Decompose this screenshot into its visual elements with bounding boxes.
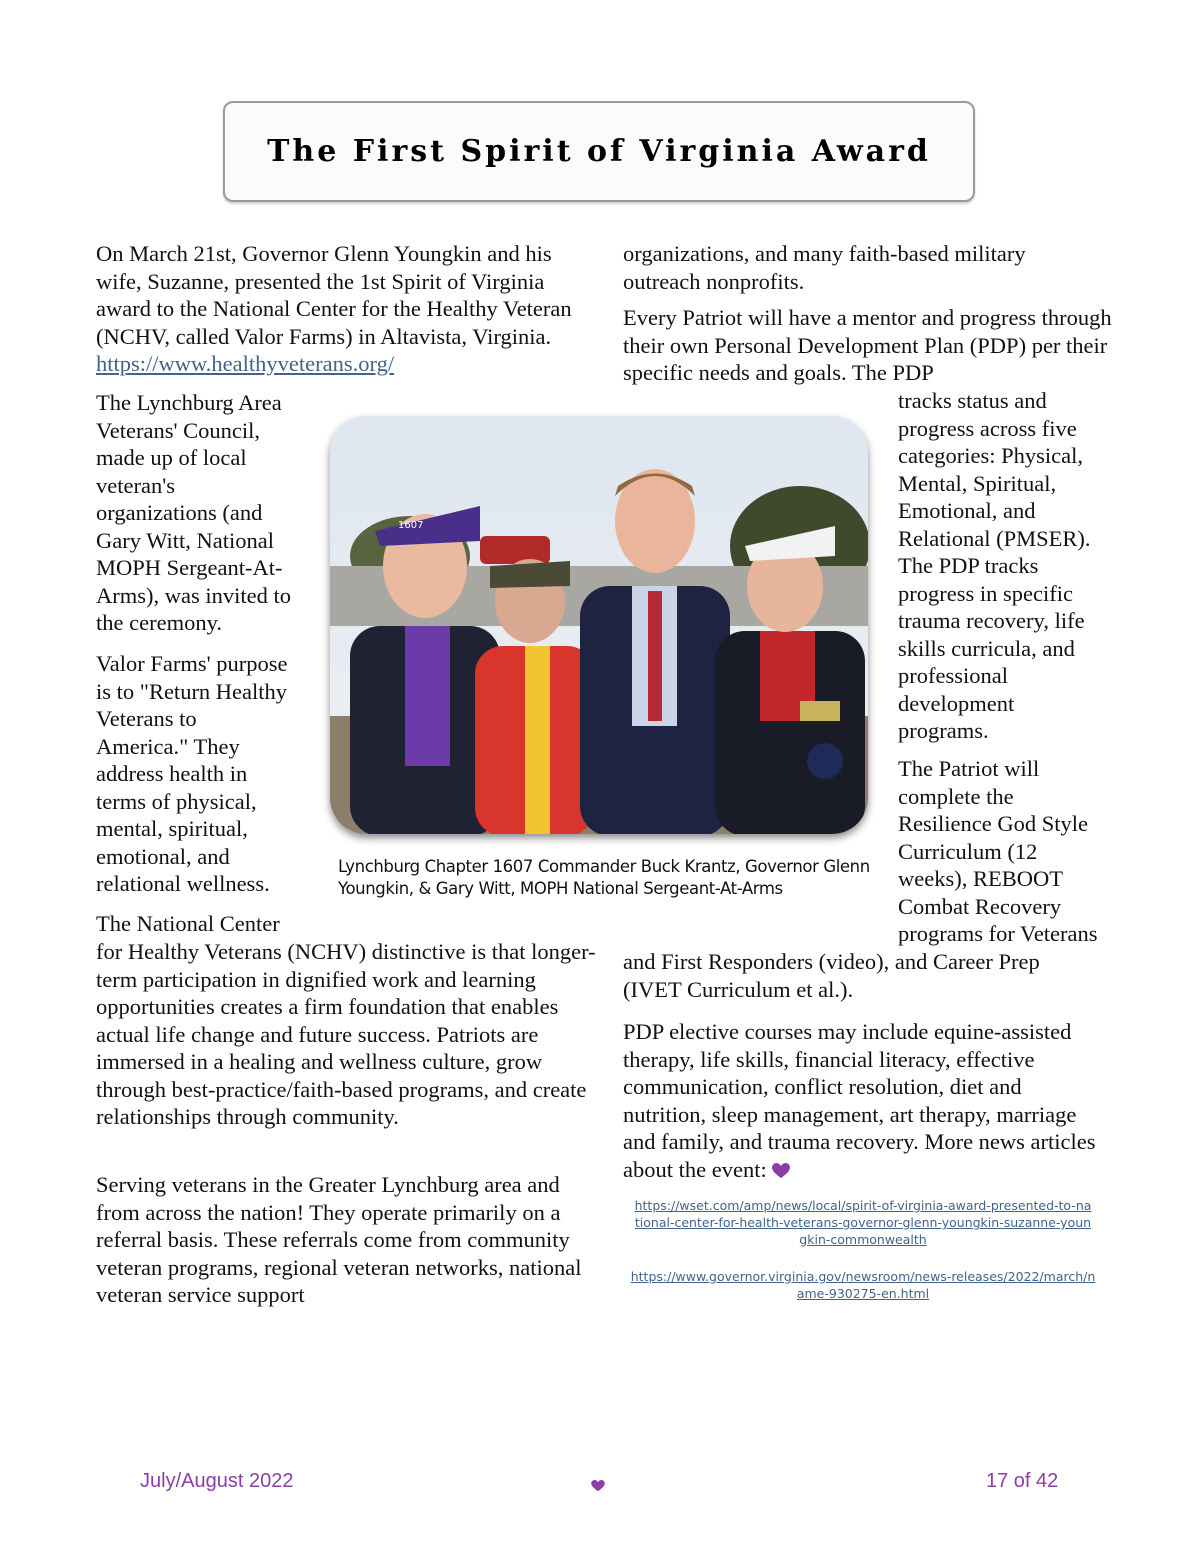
council-line: Arms), was invited to (96, 582, 291, 608)
purpose-line: address health in (96, 761, 248, 786)
pdp-line: Relational (PMSER). (898, 525, 1091, 551)
purpose-line: is to "Return Healthy (96, 678, 288, 704)
council-line: made up of local (96, 445, 247, 470)
serving-paragraph: Serving veterans in the Greater Lynchburg area and from across the nation! They operate primarily on a referral basis. These referrals come from community veteran programs, regional veteran networks, national veteran service support (96, 1172, 582, 1307)
mentor-paragraph: Every Patriot will have a mentor and progress through their own Personal Development Plan (PDP) per their specific needs and goals. The PDP (623, 305, 1112, 385)
pdp-line: professional (898, 663, 1008, 688)
news-link-2-wrap (623, 1268, 1103, 1302)
purpose-line: mental, spiritual, (96, 816, 248, 841)
patriot-line: The Patriot will (898, 756, 1040, 781)
purpose-line: emotional, and (96, 843, 230, 869)
patriot-continuation: and First Responders (video), and Career Prep (IVET Curriculum et al.). (623, 949, 1040, 1002)
footer-heart-icon (591, 1479, 605, 1497)
healthyveterans-link[interactable]: https://www.healthyveterans.org/ (96, 351, 395, 376)
purpose-line: relational wellness. (96, 871, 270, 896)
title-box (223, 101, 975, 202)
pdp-line: programs. (898, 718, 989, 743)
electives-text: PDP elective courses may include equine-assisted therapy, life skills, financial literacy, effective communication, conflict resolution, diet and nutrition, sleep management, art therapy, marriage and family, and trauma recovery. More news articles about the event: (623, 1019, 1096, 1182)
patriot-line: complete the (898, 783, 1014, 809)
pdp-line: Mental, Spiritual, (898, 470, 1057, 496)
council-line: organizations (and (96, 500, 263, 525)
council-paragraph (96, 389, 328, 637)
pdp-line: progress in specific (898, 580, 1073, 606)
purpose-paragraph (96, 650, 328, 898)
patriot-line: Resilience God Style (898, 811, 1088, 836)
council-line: veteran's (96, 472, 176, 498)
purpose-line: Valor Farms' purpose (96, 651, 288, 676)
heart-icon (772, 1158, 790, 1186)
footer-issue: July/August 2022 (140, 1470, 294, 1492)
council-line: Gary Witt, National (96, 527, 275, 553)
page-title: The First Spirit of Virginia Award (267, 134, 931, 169)
purpose-line: America." They (96, 733, 240, 759)
pdp-line: categories: Physical, (898, 443, 1083, 468)
pdp-line: trauma recovery, life (898, 608, 1085, 633)
footer-page-number: 17 of 42 (986, 1470, 1059, 1492)
pdp-line: tracks status and (898, 388, 1047, 413)
pdp-line: skills curricula, and (898, 635, 1075, 661)
pdp-line: Emotional, and (898, 498, 1036, 523)
patriot-line: programs for Veterans (898, 921, 1098, 946)
patriot-paragraph (898, 755, 1113, 948)
intro-text: On March 21st, Governor Glenn Youngkin and his wife, Suzanne, presented the 1st Spirit of Virginia award to the National Center for the Healthy Veteran (NCHV, called Valor Farms) in Altavista, Virginia. (96, 241, 572, 349)
ceremony-photo (330, 416, 868, 834)
patriot-line: weeks), REBOOT (898, 866, 1063, 891)
organizations-continuation: organizations, and many faith-based military outreach nonprofits. (623, 241, 1026, 294)
cap-patch-text: 1607 (398, 520, 424, 531)
nchv-paragraph: for Healthy Veterans (NCHV) distinctive is that longer-term participation in dignified work and learning opportunities creates a firm foundation that enables actual life change and future success. Patriots are immersed in a healing and wellness culture, grow through best-practice/faith-based programs, and create relationships through community. (96, 939, 596, 1129)
council-line: Veterans' Council, (96, 417, 261, 443)
pdp-line: The PDP tracks (898, 553, 1039, 578)
council-line: the ceremony. (96, 610, 222, 635)
ceremony-photo-illustration (330, 416, 868, 834)
purpose-line: terms of physical, (96, 788, 257, 814)
patriot-line: Curriculum (12 (898, 838, 1038, 864)
council-line: MOPH Sergeant-At- (96, 555, 283, 580)
intro-paragraph (96, 240, 596, 378)
council-line: The Lynchburg Area (96, 390, 282, 415)
governor-news-link[interactable]: https://www.governor.virginia.gov/newsroom/news-releases/2022/march/name-930275-en.html (630, 1269, 1096, 1301)
purpose-line: Veterans to (96, 706, 197, 731)
pdp-line: development (898, 690, 1015, 716)
pdp-paragraph (898, 387, 1113, 745)
pdp-line: progress across five (898, 415, 1077, 441)
photo-caption: Lynchburg Chapter 1607 Commander Buck Krantz, Governor Glenn Youngkin, & Gary Witt, MOPH National Sergeant-At-Arms (338, 857, 870, 898)
electives-paragraph (623, 1018, 1103, 1185)
news-link-1-wrap (623, 1197, 1103, 1248)
wset-news-link[interactable]: https://wset.com/amp/news/local/spirit-of-virginia-award-presented-to-national-center-for-health-veterans-governor-glenn-youngkin-suzanne-youngkin-commonwealth (634, 1198, 1092, 1247)
nchv-first-line: The National Center (96, 911, 280, 936)
patriot-line: Combat Recovery (898, 893, 1062, 919)
